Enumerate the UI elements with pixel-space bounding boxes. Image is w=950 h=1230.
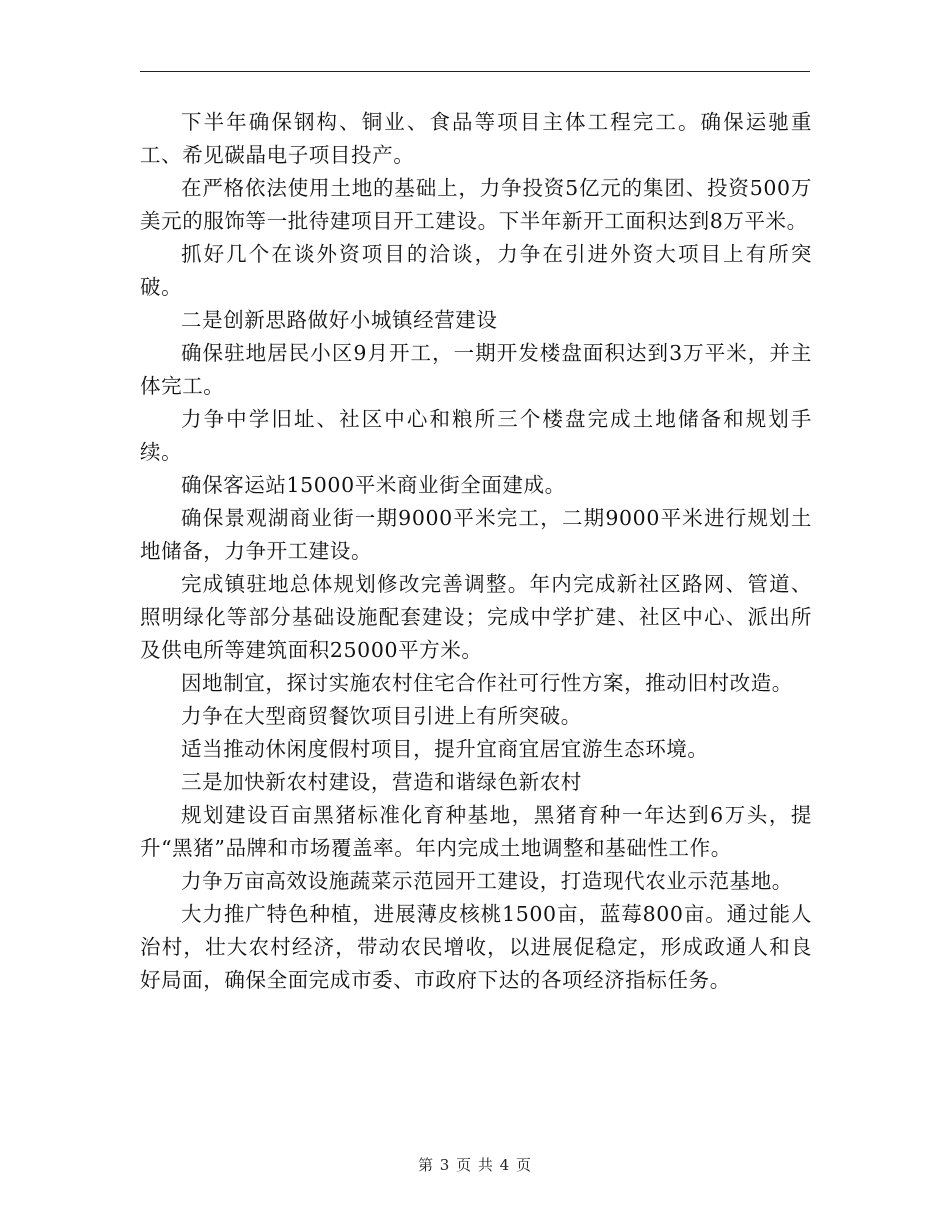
- paragraph: 确保客运站15000平米商业街全面建成。: [181, 473, 566, 497]
- paragraph: 适当推动休闲度假村项目，提升宜商宜居宜游生态环境。: [181, 737, 709, 761]
- section-heading: 三是加快新农村建设，营造和谐绿色新农村: [181, 770, 582, 794]
- paragraph: 规划建设百亩黑猪标准化育种基地，黑猪育种一年达到6万头，提升“黑猪”品牌和市场覆盖率。年内完成土地调整和基础性工作。: [140, 803, 812, 860]
- page-number: 第 3 页 共 4 页: [418, 1156, 532, 1174]
- paragraph: 下半年确保钢构、铜业、食品等项目主体工程完工。确保运驰重工、希见碳晶电子项目投产。: [140, 110, 812, 167]
- paragraph: 确保景观湖商业街一期9000平米完工，二期9000平米进行规划土地储备，力争开工建设。: [140, 506, 812, 563]
- paragraph: 力争中学旧址、社区中心和粮所三个楼盘完成土地储备和规划手续。: [140, 407, 812, 464]
- paragraph: 力争万亩高效设施蔬菜示范园开工建设，打造现代农业示范基地。: [181, 869, 793, 893]
- paragraph: 完成镇驻地总体规划修改完善调整。年内完成新社区路网、管道、照明绿化等部分基础设施配套建设；完成中学扩建、社区中心、派出所及供电所等建筑面积25000平方米。: [140, 572, 812, 662]
- page-footer: [0, 1154, 950, 1175]
- paragraph: 确保驻地居民小区9月开工，一期开发楼盘面积达到3万平米，并主体完工。: [140, 341, 812, 398]
- header-rule: [140, 71, 810, 72]
- paragraph: 力争在大型商贸餐饮项目引进上有所突破。: [181, 704, 582, 728]
- paragraph: 因地制宜，探讨实施农村住宅合作社可行性方案，推动旧村改造。: [181, 671, 793, 695]
- paragraph: 在严格依法使用土地的基础上，力争投资5亿元的集团、投资500万美元的服饰等一批待建项目开工建设。下半年新开工面积达到8万平米。: [140, 176, 812, 233]
- paragraph: 大力推广特色种植，进展薄皮核桃1500亩，蓝莓800亩。通过能人治村，壮大农村经济，带动农民增收，以进展促稳定，形成政通人和良好局面，确保全面完成市委、市政府下达的各项经济指标任务。: [140, 902, 812, 992]
- paragraph: 抓好几个在谈外资项目的洽谈，力争在引进外资大项目上有所突破。: [140, 242, 812, 299]
- document-body: [140, 106, 812, 997]
- section-heading: 二是创新思路做好小城镇经营建设: [181, 308, 498, 332]
